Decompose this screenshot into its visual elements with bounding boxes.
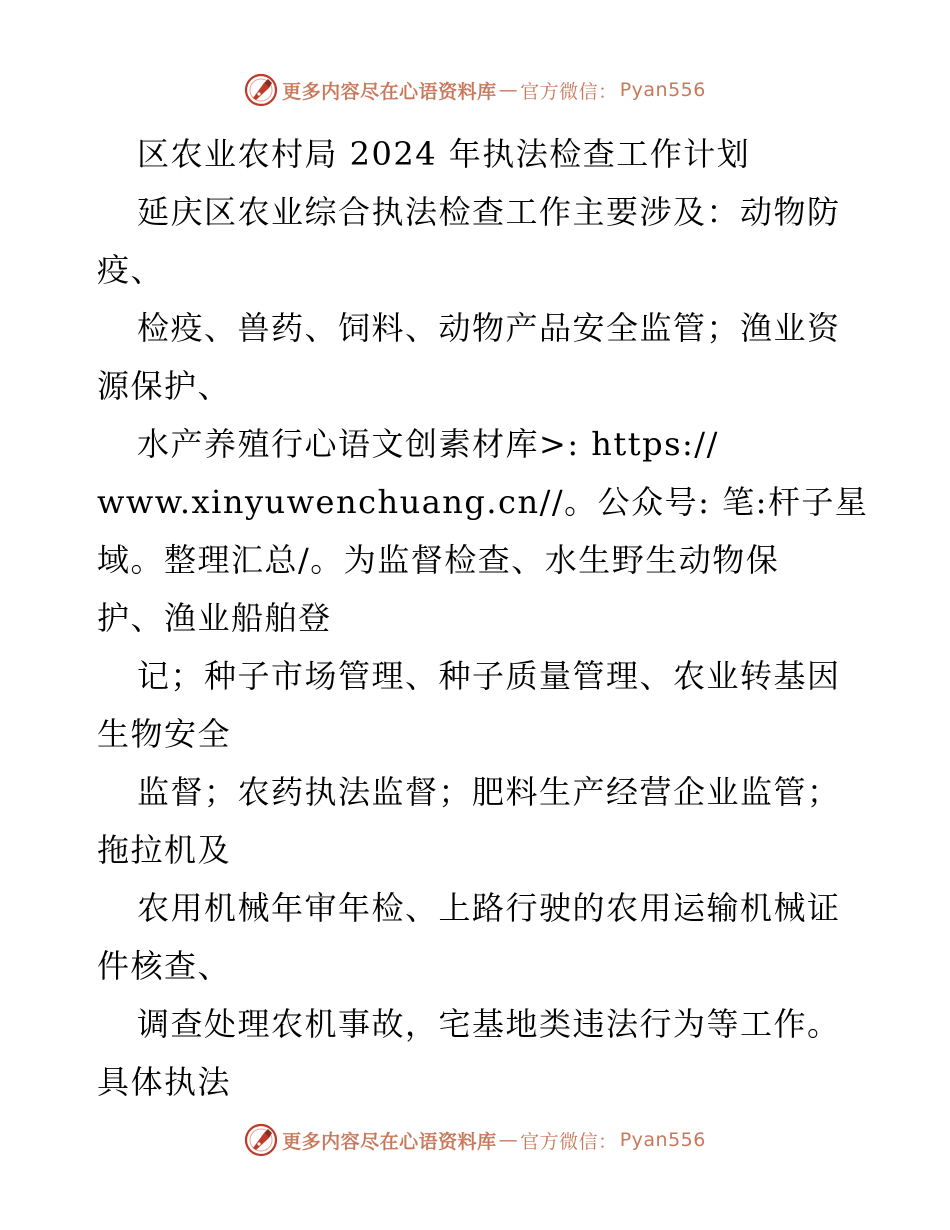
text-line: www.xinyuwenchuang.cn//。公众号: 笔:杆子星 [97, 483, 869, 521]
text-line: 件核查、 [97, 947, 232, 985]
text-line: 护、渔业船舶登 [97, 599, 332, 637]
text-line: 水产养殖行心语文创素材库>: https:// [137, 425, 719, 463]
banner-wechat-label: 官方微信： [520, 80, 618, 103]
text-line: 记；种子市场管理、种子质量管理、农业转基因 [137, 657, 841, 695]
document-body [97, 125, 869, 1111]
text-line: 拖拉机及 [97, 831, 232, 869]
document-title-line: 区农业农村局 2024 年执法检查工作计划 [137, 135, 751, 173]
banner-wechat-account: Pyan556 [619, 1129, 706, 1151]
text-line: 延庆区农业综合执法检查工作主要涉及：动物防 [137, 193, 841, 231]
footer-watermark-banner [0, 1123, 950, 1157]
text-line: 监督；农药执法监督；肥料生产经营企业监管； [137, 773, 841, 811]
text-line: 农用机械年审年检、上路行驶的农用运输机械证 [137, 889, 841, 927]
text-line: 源保护、 [97, 367, 232, 405]
banner-site-text: 更多内容尽在心语资料库 [282, 80, 497, 103]
banner-wechat-label: 官方微信： [520, 1130, 618, 1153]
text-line: 疫、 [97, 251, 165, 289]
banner-site-text: 更多内容尽在心语资料库 [282, 1130, 497, 1153]
text-line: 检疫、兽药、饲料、动物产品安全监管；渔业资 [137, 309, 841, 347]
text-line: 具体执法 [97, 1063, 232, 1101]
pen-nib-logo-icon [244, 73, 278, 107]
text-line: 生物安全 [97, 715, 232, 753]
banner-dash: — [498, 1129, 519, 1151]
pen-nib-logo-icon [244, 1123, 278, 1157]
text-line: 调查处理农机事故，宅基地类违法行为等工作。 [137, 1005, 841, 1043]
text-line: 域。整理汇总/。为监督检查、水生野生动物保 [97, 541, 780, 579]
banner-dash: — [498, 79, 519, 101]
banner-wechat-account: Pyan556 [619, 79, 706, 101]
header-watermark-banner [0, 73, 950, 107]
